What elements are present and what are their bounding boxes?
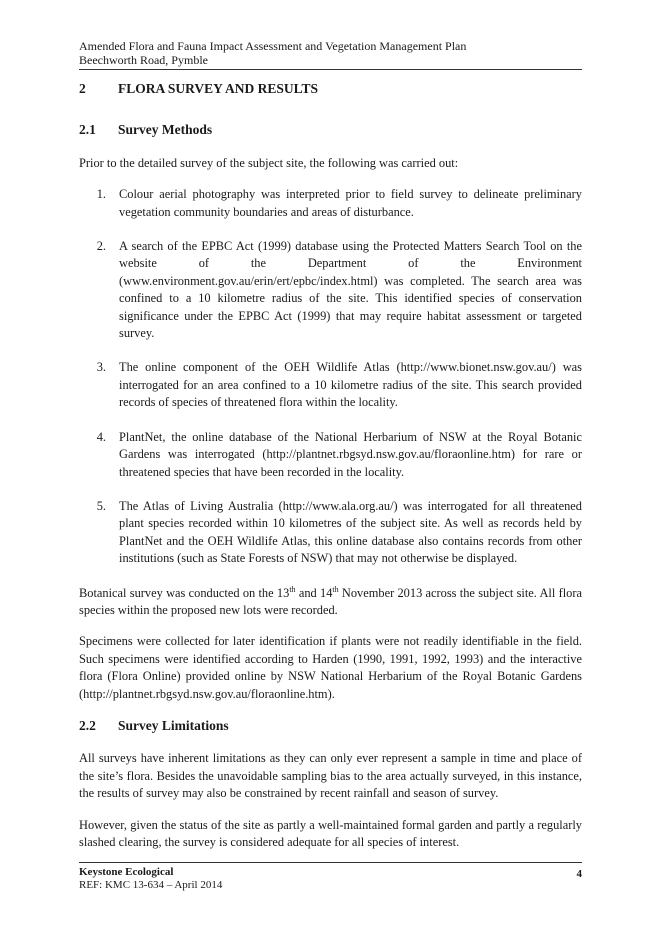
list-item bbox=[79, 238, 582, 342]
section-heading bbox=[79, 80, 582, 97]
list-item bbox=[79, 498, 582, 568]
subsection-title: Survey Limitations bbox=[118, 717, 229, 733]
ordinal-suffix: th bbox=[332, 584, 339, 594]
list-item-text: The Atlas of Living Australia (http://www.ala.org.au/) was interrogated for all threatened plant species recorded within 10 kilometres of the subject site. As well as records held by PlantNet and the OEH Wildlife Atlas, this online database also contains records from other institutions (such as State Forests of NSW) that may not otherwise be displayed. bbox=[119, 498, 582, 566]
methods-intro: Prior to the detailed survey of the subject site, the following was carried out: bbox=[79, 155, 459, 170]
section-number: 2 bbox=[79, 81, 86, 96]
subsection-number: 2.1 bbox=[79, 122, 96, 138]
section-title: FLORA SURVEY AND RESULTS bbox=[118, 81, 318, 96]
page-footer bbox=[79, 862, 582, 892]
list-marker: 4. bbox=[96, 429, 106, 444]
limitations-paragraph-2: However, given the status of the site as partly a well-maintained formal garden and partly a regularly slashed clearing, the survey is considered adequate for all species of interest. bbox=[79, 817, 582, 849]
list-item bbox=[79, 359, 582, 411]
botanical-text-c: November 2013 across the subject site. All flora species within the proposed new lots were recorded. bbox=[79, 585, 582, 617]
subsection-title: Survey Methods bbox=[118, 122, 213, 138]
methods-list bbox=[79, 186, 582, 567]
list-item-text: The online component of the OEH Wildlife Atlas (http://www.bionet.nsw.gov.au/) was interrogated for an area confined to a 10 kilometre radius of the site. This search provided records of species of threatened flora within the locality. bbox=[119, 360, 582, 410]
footer-reference: REF: KMC 13-634 – April 2014 bbox=[79, 879, 223, 891]
subsection-heading-limitations bbox=[79, 717, 582, 734]
botanical-text-a: Botanical survey was conducted on the 13 bbox=[79, 585, 290, 600]
list-item-text: A search of the EPBC Act (1999) database using the Protected Matters Search Tool on the website of the Department of the Environment (www.environment.gov.au/erin/ert/epbc/index.html) was completed. The search area was confined to a 10 kilometre radius of the site. This identified species of conservation significance under the EPBC Act (1999) that may require habitat assessment or targeted survey. bbox=[119, 239, 582, 341]
list-item-text: Colour aerial photography was interpreted prior to field survey to delineate preliminary vegetation community boundaries and areas of disturbance. bbox=[119, 187, 582, 219]
list-marker: 5. bbox=[96, 498, 106, 513]
subsection-number: 2.2 bbox=[79, 717, 96, 733]
botanical-text-b: and 14 bbox=[295, 585, 333, 600]
page-content bbox=[79, 80, 582, 865]
limitations-paragraph-1: All surveys have inherent limitations as they can only ever represent a sample in time and place of the site’s flora. Besides the unavoidable sampling bias to the area actually surveyed, in this instance, the results of survey may also be constrained by recent rainfall and season of survey. bbox=[79, 751, 582, 801]
list-item bbox=[79, 429, 582, 481]
ordinal-suffix: th bbox=[289, 584, 296, 594]
specimens-paragraph: Specimens were collected for later identification if plants were not readily identifiable in the field. Such specimens were identified according to Harden (1990, 1991, 1992, 1993) and the interactive flora (Flora Online) provided online by NSW National Herbarium of the Royal Botanic Gardens (http://plantnet.rbgsyd.nsw.gov.au/floraonline.htm). bbox=[79, 634, 582, 701]
list-item-text: PlantNet, the online database of the National Herbarium of NSW at the Royal Botanic Gardens was interrogated (http://plantnet.rbgsyd.nsw.gov.au/floraonline.htm) for rare or threatened species that have been recorded in the locality. bbox=[119, 429, 582, 479]
footer-company: Keystone Ecological bbox=[79, 866, 174, 878]
list-marker: 3. bbox=[96, 360, 106, 375]
list-marker: 1. bbox=[96, 187, 106, 202]
list-marker: 2. bbox=[96, 239, 106, 254]
subsection-heading-methods bbox=[79, 121, 582, 138]
botanical-survey-paragraph bbox=[79, 585, 582, 620]
page-number: 4 bbox=[576, 868, 582, 880]
list-item bbox=[79, 186, 582, 221]
header-subtitle: Beechworth Road, Pymble bbox=[79, 53, 208, 67]
header-title: Amended Flora and Fauna Impact Assessment and Vegetation Management Plan bbox=[79, 39, 467, 53]
page-header bbox=[79, 39, 582, 70]
